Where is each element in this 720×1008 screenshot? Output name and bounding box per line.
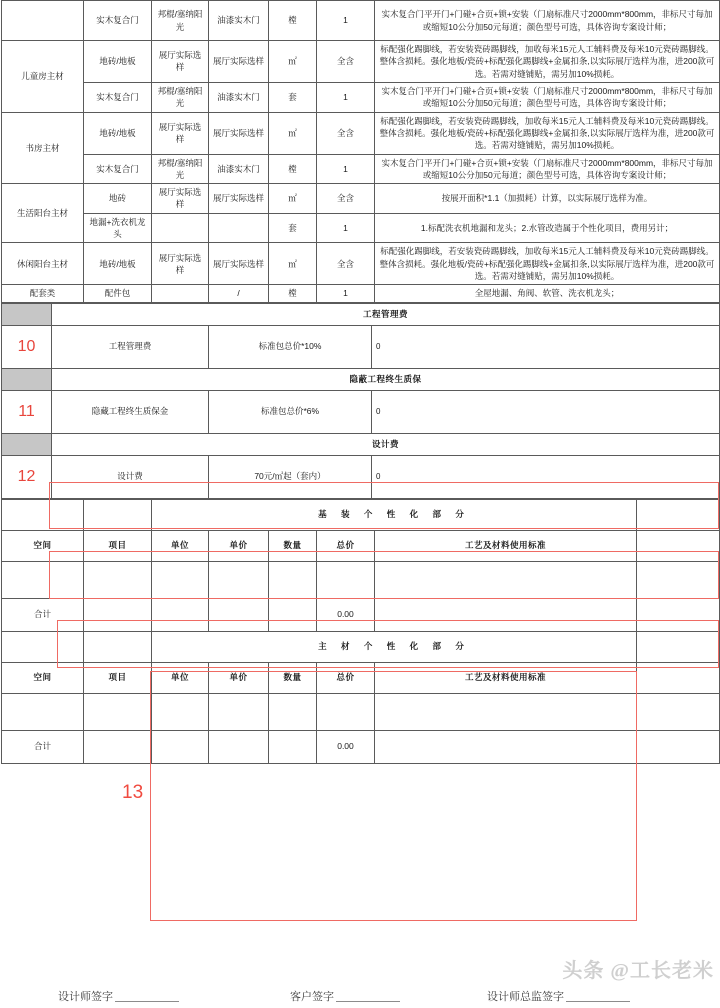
fee-bar-title: 工程管理费 [52,303,720,325]
cell-model: 油漆实木门 [209,82,269,112]
cell-space: 儿童房主材 [2,41,84,113]
col-header-blank [637,530,720,561]
fee-section-bar [2,368,720,390]
cell-space: 休闲阳台主材 [2,243,84,285]
fee-row [2,455,720,498]
personalization-total-row [2,730,720,763]
cell-unit: 樘 [269,285,317,302]
col-header-space: 空间 [2,530,84,561]
total-spacer-5 [375,598,637,631]
empty-cell-qty[interactable] [269,561,317,598]
personalization-header-row [2,530,720,561]
cell-brand: 展厅实际选样 [152,184,209,214]
empty-cell-unit-price[interactable] [209,561,269,598]
table-row [2,184,720,214]
fee-number: 12 [2,455,52,498]
personalization-section-title-row [2,631,720,662]
cell-unit: 套 [269,82,317,112]
fee-basis: 标准包总价*6% [209,390,372,433]
signature-customer-line[interactable] [336,1001,400,1002]
fee-value: 0 [372,325,720,368]
total-spacer-2 [152,730,209,763]
personalization-section-title-row [2,499,720,530]
cell-space: 配套类 [2,285,84,302]
cell-note: 实木复合门平开门+门碰+合页+锁+安装（门扇标准尺寸2000mm*800mm，非标尺寸每加或缩短10公分加50元每道；颜色型号可选，具体咨询专案设计师； [375,1,720,41]
cell-item: 配件包 [84,285,152,302]
personalization-header-row [2,662,720,693]
signature-footer [0,940,720,1008]
cell-unit: ㎡ [269,184,317,214]
bar-spacer [2,433,52,455]
fee-name: 工程管理费 [52,325,209,368]
cell-note: 标配强化踢脚线，若安装瓷砖踢脚线，加收每米15元人工辅料费及每米10元瓷砖踢脚线。整体含损耗。强化地板/瓷砖+标配强化踢脚线+金属扣条,以实际展厅选样为准，进200款可选。若需对缝铺贴，需另加10%损耗。 [375,243,720,285]
section-spacer-left [2,499,84,530]
cell-unit: 樘 [269,154,317,184]
col-header-item: 项目 [84,662,152,693]
total-label: 合计 [2,598,84,631]
cell-qty: 1 [317,1,375,41]
cell-item: 地砖/地板 [84,112,152,154]
cell-unit: ㎡ [269,243,317,285]
signature-customer-label: 客户签字 [290,991,334,1003]
cell-item: 地砖 [84,184,152,214]
total-spacer-4 [269,730,317,763]
table-row [2,243,720,285]
col-header-total: 总价 [317,662,375,693]
cell-note: 标配强化踢脚线，若安装瓷砖踢脚线，加收每米15元人工辅料费及每米10元瓷砖踢脚线。整体含损耗。强化地板/瓷砖+标配强化踢脚线+金属扣条,以实际展厅选样为准，进200款可选。若需对缝铺贴，需另加10%损耗。 [375,112,720,154]
section-spacer-left [2,631,84,662]
cell-space: 书房主材 [2,112,84,184]
cell-qty: 全含 [317,243,375,285]
cell-note: 全屋地漏、角阀、软管、洗衣机龙头； [375,285,720,302]
personalization-title: 主 材 个 性 化 部 分 [152,631,637,662]
cell-unit: ㎡ [269,41,317,83]
signature-designer [58,988,179,1004]
total-spacer-1 [84,598,152,631]
signature-director-label: 设计师总监签字 [487,991,564,1003]
cell-item: 地砖/地板 [84,41,152,83]
fee-number: 11 [2,390,52,433]
fee-bar-title: 设计费 [52,433,720,455]
bar-spacer [2,368,52,390]
signature-director [487,988,630,1004]
col-header-unit-price: 单价 [209,662,269,693]
signature-director-line[interactable] [566,1001,630,1002]
annotation-number-13: 13 [122,782,144,803]
cell-brand: 邦棍/塞纳阳光 [152,154,209,184]
empty-cell-total[interactable] [317,561,375,598]
cell-space [2,1,84,41]
empty-cell-standard[interactable] [375,693,637,730]
total-spacer-3 [209,730,269,763]
col-header-qty: 数量 [269,530,317,561]
cell-brand [152,213,209,243]
empty-cell-total[interactable] [317,693,375,730]
fee-basis: 标准包总价*10% [209,325,372,368]
total-spacer-1 [84,730,152,763]
table-row [2,285,720,302]
col-header-blank [637,662,720,693]
total-spacer-2 [152,598,209,631]
cell-unit: 樘 [269,1,317,41]
watermark: 头条 @工长老米 [562,960,714,982]
fee-value: 0 [372,455,720,498]
fee-name: 隐藏工程终生质保金 [52,390,209,433]
col-header-unit: 单位 [152,662,209,693]
empty-cell-blank[interactable] [637,561,720,598]
table-row [2,213,720,243]
fee-row [2,325,720,368]
main-material-table [1,0,720,303]
cell-qty: 1 [317,82,375,112]
empty-cell-item[interactable] [84,561,152,598]
cell-model [209,213,269,243]
cell-note: 按展开面积*1.1（加损耗）计算，以实际展厅选样为准。 [375,184,720,214]
col-header-unit-price: 单价 [209,530,269,561]
col-header-space: 空间 [2,662,84,693]
col-header-qty: 数量 [269,662,317,693]
cell-qty: 1 [317,154,375,184]
section-spacer-left2 [84,499,152,530]
fee-value: 0 [372,390,720,433]
total-value: 0.00 [317,730,375,763]
cell-qty: 全含 [317,41,375,83]
fee-bar-title: 隐蔽工程终生质保 [52,368,720,390]
col-header-unit: 单位 [152,530,209,561]
table-row [2,112,720,154]
empty-cell-unit-price[interactable] [209,693,269,730]
total-spacer-3 [209,598,269,631]
cell-item: 实木复合门 [84,154,152,184]
cell-model: 油漆实木门 [209,154,269,184]
empty-cell-space[interactable] [2,693,84,730]
cell-brand [152,285,209,302]
cell-note: 实木复合门平开门+门碰+合页+锁+安装（门扇标准尺寸2000mm*800mm，非标尺寸每加或缩短10公分加50元每道；颜色型号可选，具体咨询专案设计师； [375,154,720,184]
cell-brand: 展厅实际选样 [152,41,209,83]
total-value: 0.00 [317,598,375,631]
cell-brand: 展厅实际选样 [152,112,209,154]
bar-spacer [2,303,52,325]
cell-model: / [209,285,269,302]
personalization-title: 基 装 个 性 化 部 分 [152,499,637,530]
empty-cell-qty[interactable] [269,693,317,730]
cell-model: 油漆实木门 [209,1,269,41]
table-row [2,1,720,41]
cell-space: 生活阳台主材 [2,184,84,243]
cell-qty: 全含 [317,112,375,154]
total-spacer-6 [637,598,720,631]
cell-qty: 1 [317,213,375,243]
personalization-total-row [2,598,720,631]
signature-customer [290,988,400,1004]
personalization-empty-row [2,693,720,730]
table-row [2,82,720,112]
fee-sections-table [1,303,720,499]
empty-cell-item[interactable] [84,693,152,730]
section-spacer-left2 [84,631,152,662]
total-spacer-4 [269,598,317,631]
table-row [2,41,720,83]
cell-note: 实木复合门平开门+门碰+合页+锁+安装（门扇标准尺寸2000mm*800mm，非标尺寸每加或缩短10公分加50元每道；颜色型号可选，具体咨询专案设计师； [375,82,720,112]
signature-designer-label: 设计师签字 [58,991,113,1003]
fee-basis: 70元/㎡起（套内） [209,455,372,498]
cell-item: 地砖/地板 [84,243,152,285]
cell-model: 展厅实际选样 [209,184,269,214]
empty-cell-space[interactable] [2,561,84,598]
personalization-empty-row [2,561,720,598]
col-header-total: 总价 [317,530,375,561]
cell-qty: 全含 [317,184,375,214]
col-header-standard: 工艺及材料使用标准 [375,530,637,561]
cell-item: 地漏+洗衣机龙头 [84,213,152,243]
cell-qty: 1 [317,285,375,302]
cell-note: 1.标配洗衣机地漏和龙头；2.水管改造属于个性化项目，费用另计； [375,213,720,243]
cell-brand: 邦棍/塞纳阳光 [152,82,209,112]
total-spacer-6 [637,730,720,763]
cell-model: 展厅实际选样 [209,41,269,83]
section-spacer-right [637,631,720,662]
cell-model: 展厅实际选样 [209,243,269,285]
cell-brand: 展厅实际选样 [152,243,209,285]
col-header-standard: 工艺及材料使用标准 [375,662,637,693]
empty-cell-unit[interactable] [152,693,209,730]
main-table-body [2,1,720,303]
total-label: 合计 [2,730,84,763]
table-row [2,154,720,184]
personalization-table [1,499,720,764]
empty-cell-standard[interactable] [375,561,637,598]
fee-number: 10 [2,325,52,368]
total-spacer-5 [375,730,637,763]
fee-row [2,390,720,433]
cell-unit: ㎡ [269,112,317,154]
fee-section-bar [2,303,720,325]
cell-brand: 邦棍/塞纳阳光 [152,1,209,41]
cell-unit: 套 [269,213,317,243]
fee-section-bar [2,433,720,455]
col-header-item: 项目 [84,530,152,561]
cell-note: 标配强化踢脚线，若安装瓷砖踢脚线，加收每米15元人工辅料费及每米10元瓷砖踢脚线。整体含损耗。强化地板/瓷砖+标配强化踢脚线+金属扣条,以实际展厅选样为准，进200款可选。若需对缝铺贴，需另加10%损耗。 [375,41,720,83]
empty-cell-blank[interactable] [637,693,720,730]
cell-item: 实木复合门 [84,1,152,41]
empty-cell-unit[interactable] [152,561,209,598]
fee-name: 设计费 [52,455,209,498]
cell-item: 实木复合门 [84,82,152,112]
signature-designer-line[interactable] [115,1001,179,1002]
cell-model: 展厅实际选样 [209,112,269,154]
section-spacer-right [637,499,720,530]
